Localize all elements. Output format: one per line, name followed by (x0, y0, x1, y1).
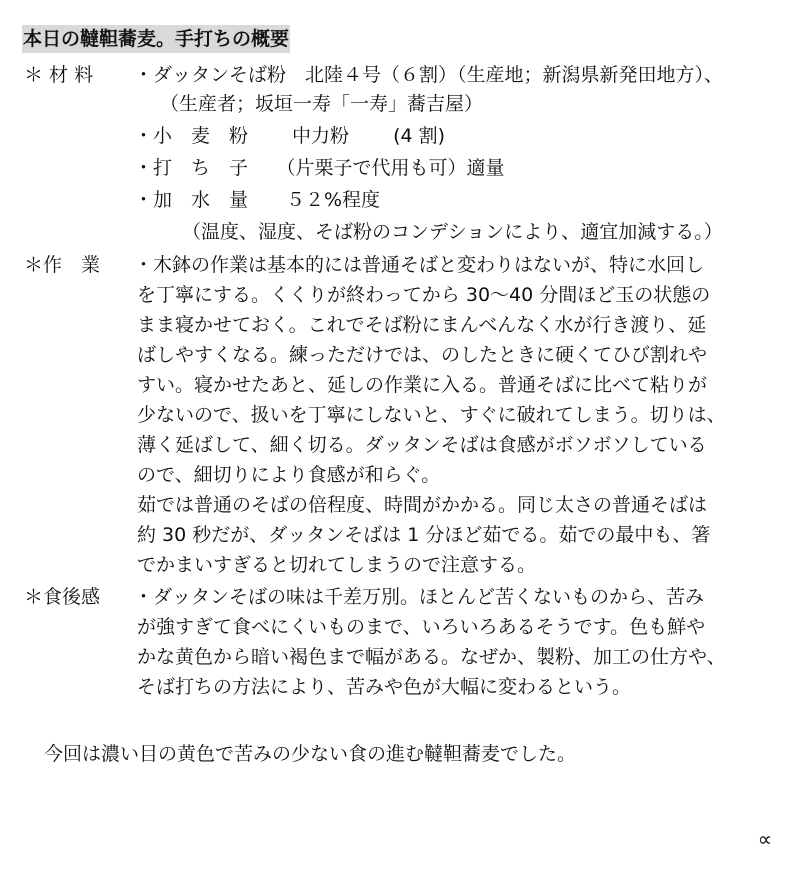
impression-line-1: ・ダッタンそばの味は千差万別。ほとんど苦くないものから、苦み (134, 586, 705, 608)
materials-line-1: ・ダッタンそば粉 北陸４号（６割）（生産地；新潟県新発田地方）、 (134, 64, 724, 86)
work-line-2: を丁寧にする。くくりが終わってから 30～40 分間ほど玉の状態の (137, 284, 711, 306)
document-title: 本日の韃靼蕎麦。手打ちの概要 (22, 25, 290, 53)
work-line-3: まま寝かせておく。これでそば粉にまんべんなく水が行き渡り、延 (137, 314, 707, 336)
materials-line-2: （生産者；坂垣一寿「一寿」蕎吉屋） (160, 93, 484, 115)
work-label: ＊作 業 (24, 254, 101, 276)
work-line-9: 茹では普通のそばの倍程度、時間がかかる。同じ太さの普通そばは (137, 494, 708, 516)
impression-label: ＊食後感 (24, 586, 101, 608)
work-line-11: でかまいすぎると切れてしまうので注意する。 (137, 554, 537, 576)
work-line-5: すい。寝かせたあと、延しの作業に入る。普通そばに比べて粘りが (137, 374, 708, 396)
impression-line-4: そば打ちの方法により、苦みや色が大幅に変わるという。 (137, 676, 632, 698)
work-line-1: ・木鉢の作業は基本的には普通そばと変わりはないが、特に水回し (134, 254, 705, 276)
conclusion-text: 今回は濃い目の黄色で苦みの少ない食の進む韃靼蕎麦でした。 (44, 743, 577, 765)
materials-line-3: ・小 麦 粉 中力粉 (4 割) (134, 125, 446, 147)
work-line-6: 少ないので、扱いを丁寧にしないと、すぐに破れてしまう。切りは、 (137, 404, 726, 426)
work-line-10: 約 30 秒だが、ダッタンそばは 1 分ほど茹でる。茹での最中も、箸 (137, 524, 711, 546)
impression-line-2: が強すぎて食べにくいものまで、いろいろあるそうです。色も鮮や (137, 616, 706, 638)
materials-line-5: ・加 水 量 ５２%程度 (134, 189, 381, 211)
materials-label: ＊ 材 料 (24, 64, 94, 86)
work-line-8: ので、細切りにより食感が和らぐ。 (137, 464, 441, 486)
signature-mark: ∝ (757, 827, 772, 851)
materials-line-4: ・打 ち 子 （片栗子で代用も可）適量 (134, 157, 505, 179)
impression-line-3: かな黄色から暗い褐色まで幅がある。なぜか、製粉、加工の仕方や、 (137, 646, 726, 668)
work-line-4: ばしやすくなる。練っただけでは、のしたときに硬くてひび割れや (137, 344, 708, 366)
work-line-7: 薄く延ばして、細く切る。ダッタンそばは食感がボソボソしている (137, 434, 707, 456)
materials-line-6: （温度、湿度、そば粉のコンデションにより、適宜加減する。） (182, 221, 723, 243)
